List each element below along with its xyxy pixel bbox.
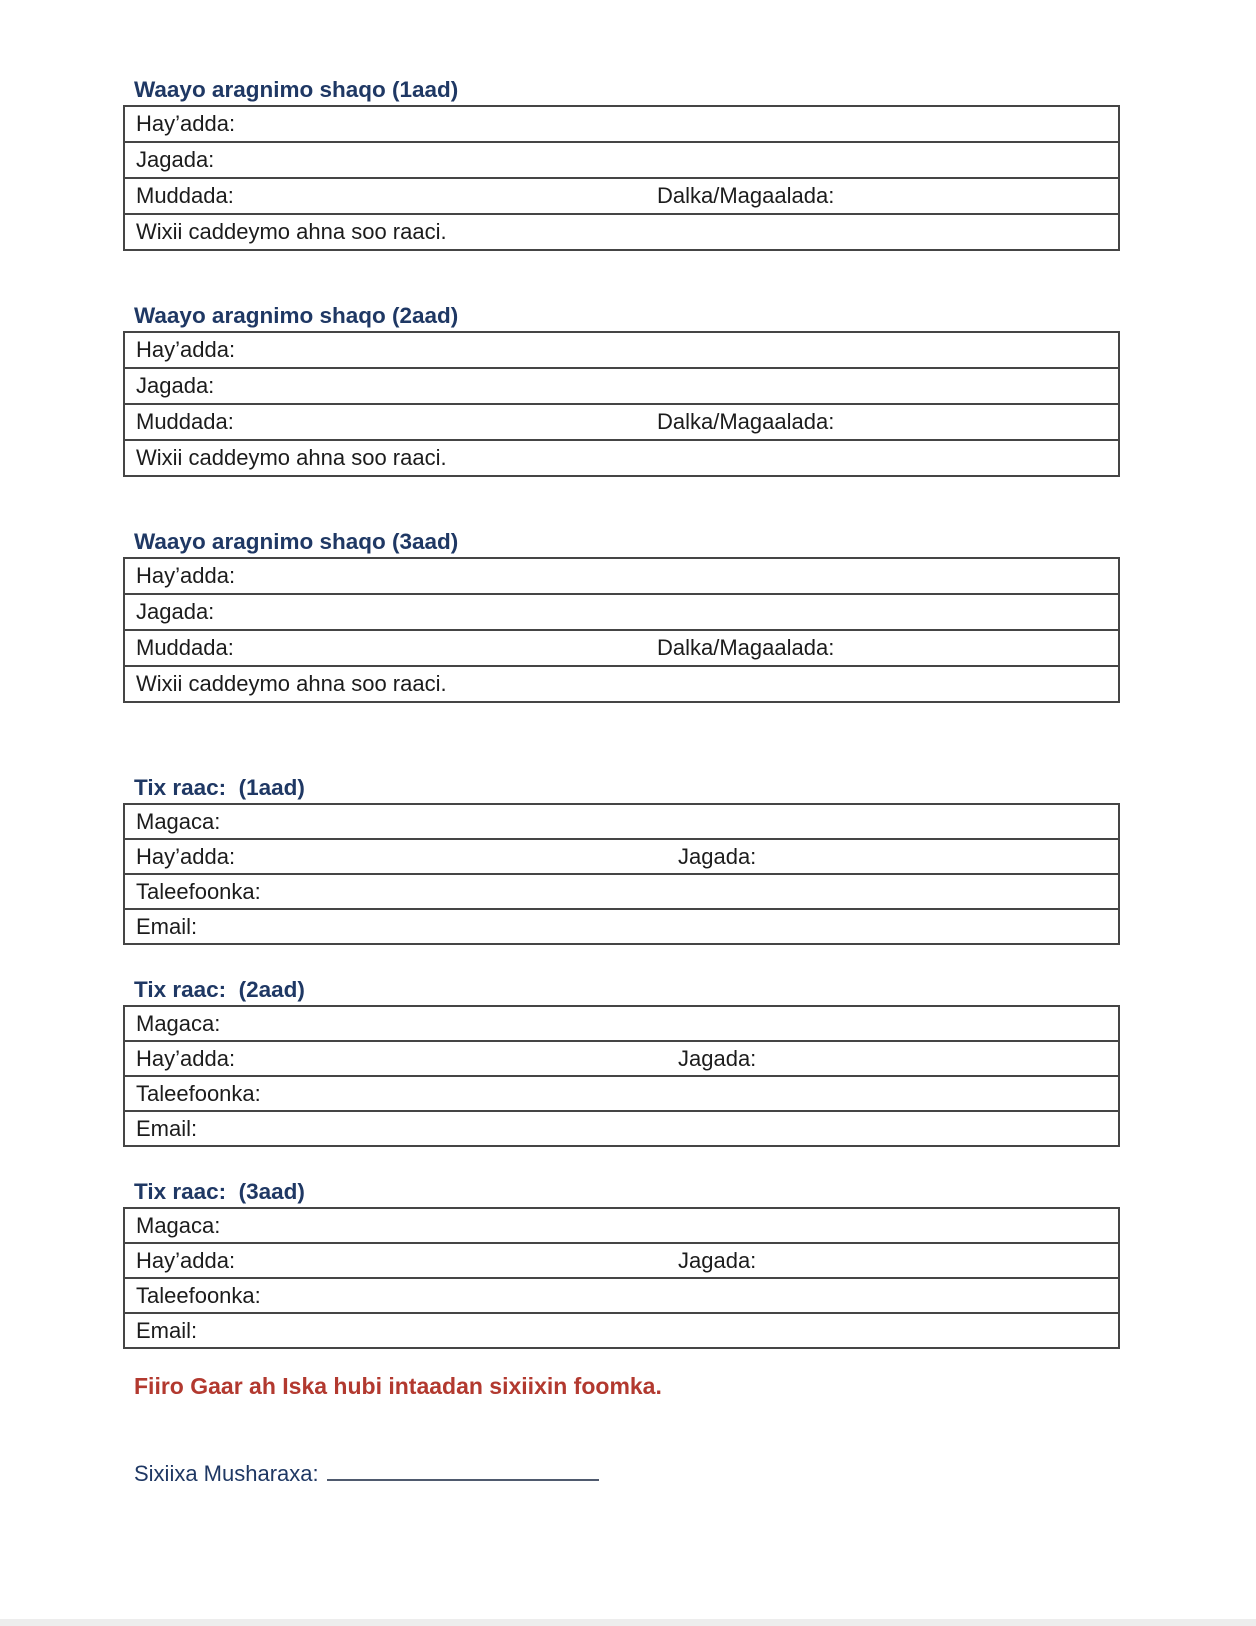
hayadda-field-row[interactable] — [125, 559, 1118, 595]
hayadda-label: Hay’adda: — [136, 111, 236, 136]
reference-section-2-title: Tix raac: (2aad) — [134, 977, 305, 1002]
muddada-dalka-field-row[interactable] — [125, 631, 1118, 667]
jagada-field-row[interactable] — [125, 595, 1118, 631]
wixii-caddeymo-label: Wixii caddeymo ahna soo raaci. — [136, 671, 447, 696]
magaca-label: Magaca: — [136, 809, 221, 834]
email-label: Email: — [136, 1318, 198, 1343]
work-experience-table-3 — [123, 557, 1120, 703]
muddada-label: Muddada: — [136, 409, 234, 434]
dalka-magaalada-label: Dalka/Magaalada: — [657, 409, 835, 434]
hayadda-jagada-field-row[interactable] — [125, 840, 1118, 875]
magaca-label: Magaca: — [136, 1213, 221, 1238]
hayadda-label: Hay’adda: — [136, 337, 236, 362]
magaca-field-row[interactable] — [125, 805, 1118, 840]
reference-section-1 — [123, 776, 1120, 945]
wixii-caddeymo-label: Wixii caddeymo ahna soo raaci. — [136, 219, 447, 244]
wixii-caddeymo-field-row[interactable] — [125, 441, 1118, 475]
warning-note: Fiiro Gaar ah Iska hubi intaadan sixiixin foomka. — [134, 1373, 662, 1399]
jagada-field-row[interactable] — [125, 143, 1118, 179]
muddada-dalka-field-row[interactable] — [125, 405, 1118, 441]
reference-section-2 — [123, 978, 1120, 1147]
jagada-label: Jagada: — [678, 1046, 757, 1071]
reference-section-3 — [123, 1180, 1120, 1349]
hayadda-label: Hay’adda: — [136, 1046, 236, 1071]
muddada-dalka-field-row[interactable] — [125, 179, 1118, 215]
hayadda-jagada-field-row[interactable] — [125, 1042, 1118, 1077]
hayadda-label: Hay’adda: — [136, 1248, 236, 1273]
jagada-label: Jagada: — [678, 1248, 757, 1273]
jagada-field-row[interactable] — [125, 369, 1118, 405]
reference-table-1 — [123, 803, 1120, 945]
hayadda-field-row[interactable] — [125, 107, 1118, 143]
magaca-field-row[interactable] — [125, 1209, 1118, 1244]
taleefoonka-label: Taleefoonka: — [136, 1081, 261, 1106]
work-experience-section-3 — [123, 530, 1120, 703]
jagada-label: Jagada: — [136, 147, 215, 172]
email-field-row[interactable] — [125, 1314, 1118, 1347]
email-field-row[interactable] — [125, 1112, 1118, 1145]
work-experience-table-2 — [123, 331, 1120, 477]
hayadda-label: Hay’adda: — [136, 844, 236, 869]
taleefoonka-label: Taleefoonka: — [136, 879, 261, 904]
hayadda-jagada-field-row[interactable] — [125, 1244, 1118, 1279]
form-content — [123, 0, 1120, 1487]
reference-section-1-title: Tix raac: (1aad) — [134, 775, 305, 800]
work-section-3-title: Waayo aragnimo shaqo (3aad) — [134, 529, 459, 554]
hayadda-field-row[interactable] — [125, 333, 1118, 369]
jagada-label: Jagada: — [136, 373, 215, 398]
work-experience-section-1 — [123, 78, 1120, 251]
wixii-caddeymo-label: Wixii caddeymo ahna soo raaci. — [136, 445, 447, 470]
magaca-label: Magaca: — [136, 1011, 221, 1036]
signature-label: Sixiixa Musharaxa: — [134, 1461, 319, 1486]
page-bottom-edge — [0, 1619, 1256, 1626]
reference-section-3-title: Tix raac: (3aad) — [134, 1179, 305, 1204]
work-experience-table-1 — [123, 105, 1120, 251]
wixii-caddeymo-field-row[interactable] — [125, 215, 1118, 249]
muddada-label: Muddada: — [136, 183, 234, 208]
work-section-1-title: Waayo aragnimo shaqo (1aad) — [134, 77, 459, 102]
reference-table-3 — [123, 1207, 1120, 1349]
signature-line[interactable] — [327, 1461, 599, 1481]
wixii-caddeymo-field-row[interactable] — [125, 667, 1118, 701]
jagada-label: Jagada: — [678, 844, 757, 869]
taleefoonka-field-row[interactable] — [125, 1077, 1118, 1112]
signature-row — [134, 1461, 1120, 1487]
email-label: Email: — [136, 1116, 198, 1141]
jagada-label: Jagada: — [136, 599, 215, 624]
work-experience-section-2 — [123, 304, 1120, 477]
email-label: Email: — [136, 914, 198, 939]
dalka-magaalada-label: Dalka/Magaalada: — [657, 635, 835, 660]
taleefoonka-field-row[interactable] — [125, 1279, 1118, 1314]
taleefoonka-field-row[interactable] — [125, 875, 1118, 910]
email-field-row[interactable] — [125, 910, 1118, 943]
taleefoonka-label: Taleefoonka: — [136, 1283, 261, 1308]
reference-table-2 — [123, 1005, 1120, 1147]
magaca-field-row[interactable] — [125, 1007, 1118, 1042]
dalka-magaalada-label: Dalka/Magaalada: — [657, 183, 835, 208]
hayadda-label: Hay’adda: — [136, 563, 236, 588]
muddada-label: Muddada: — [136, 635, 234, 660]
work-section-2-title: Waayo aragnimo shaqo (2aad) — [134, 303, 459, 328]
